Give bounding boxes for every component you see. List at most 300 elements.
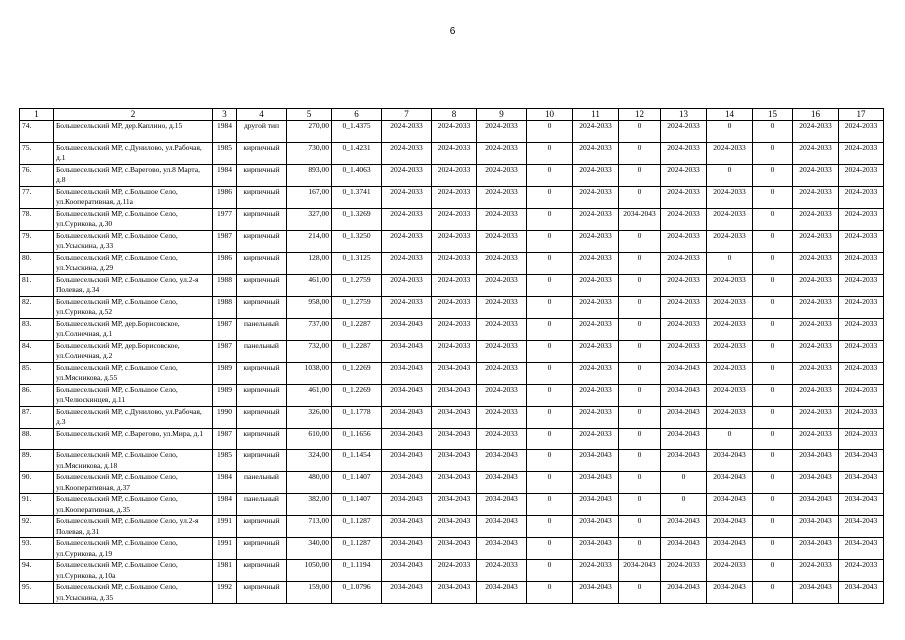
table-cell: 0 <box>753 494 793 516</box>
table-cell: 0 <box>753 538 793 560</box>
table-cell: 2024-2033 <box>477 384 527 406</box>
table-cell: 0_1.2759 <box>332 296 382 318</box>
table-cell: 2024-2033 <box>793 318 839 340</box>
table-cell: 0 <box>753 318 793 340</box>
table-cell: 2024-2033 <box>477 318 527 340</box>
table-cell: панельный <box>237 318 287 340</box>
table-cell: 0 <box>753 164 793 186</box>
table-cell: 1986 <box>213 186 237 208</box>
table-cell: 2024-2033 <box>477 274 527 296</box>
table-cell: 2024-2033 <box>793 406 839 428</box>
table-cell: 2034-2043 <box>793 472 839 494</box>
table-cell: 2034-2043 <box>707 582 753 604</box>
table-cell: 0_1.3125 <box>332 252 382 274</box>
table-cell: 2024-2033 <box>793 121 839 143</box>
table-cell: 76. <box>20 164 54 186</box>
table-cell: 2024-2033 <box>707 208 753 230</box>
table-cell: 2024-2033 <box>432 164 477 186</box>
table-cell: 1987 <box>213 428 237 450</box>
table-cell: 2024-2033 <box>432 230 477 252</box>
table-cell: 0 <box>753 296 793 318</box>
table-row <box>20 121 884 143</box>
table-row <box>20 384 884 406</box>
table-cell: 0 <box>619 538 661 560</box>
table-cell: 2024-2033 <box>707 186 753 208</box>
table-cell: 2024-2033 <box>707 142 753 164</box>
table-row <box>20 516 884 538</box>
table-cell: 75. <box>20 142 54 164</box>
table-cell: 2034-2043 <box>839 516 884 538</box>
table-cell: 2024-2033 <box>573 362 619 384</box>
table-cell: 461,00 <box>287 274 332 296</box>
table-cell: 0 <box>527 318 573 340</box>
address-cell: Большесельский МР, с.Варегово, ул.Мира, д.1 <box>54 428 213 450</box>
table-cell: 2024-2033 <box>793 274 839 296</box>
table-cell: 2024-2033 <box>707 340 753 362</box>
table-cell: 2024-2033 <box>432 296 477 318</box>
table-cell: 2024-2033 <box>573 406 619 428</box>
table-cell: 0 <box>753 582 793 604</box>
table-row <box>20 252 884 274</box>
table-cell: 2024-2033 <box>382 121 432 143</box>
page-number: 6 <box>449 26 456 37</box>
table-cell: 0 <box>661 494 707 516</box>
address-cell: Большесельский МР, с.Варегово, ул.8 Марта, д.8 <box>54 164 213 186</box>
address-cell: Большесельский МР, с.Большое Село, ул.Кооперативная, д.37 <box>54 472 213 494</box>
column-header: 9 <box>477 109 527 121</box>
table-cell: 1987 <box>213 340 237 362</box>
address-cell: Большесельский МР, с.Дунилово, ул.Рабочая, д.1 <box>54 142 213 164</box>
table-cell: 2024-2033 <box>477 208 527 230</box>
table-cell: 95. <box>20 582 54 604</box>
table-cell: 0 <box>527 406 573 428</box>
table-cell: 0 <box>527 142 573 164</box>
table-cell: 2034-2043 <box>382 406 432 428</box>
table-cell: 2024-2033 <box>382 230 432 252</box>
table-cell: 0 <box>527 252 573 274</box>
table-cell: 0 <box>619 296 661 318</box>
table-cell: 2024-2033 <box>793 384 839 406</box>
address-cell: Большесельский МР, с.Большое Село, ул.Кооперативная, д.35 <box>54 494 213 516</box>
table-cell: 732,00 <box>287 340 332 362</box>
column-header: 4 <box>237 109 287 121</box>
table-cell: 326,00 <box>287 406 332 428</box>
table-cell: 2034-2043 <box>432 582 477 604</box>
table-cell: 2024-2033 <box>661 121 707 143</box>
table-cell: 83. <box>20 318 54 340</box>
table-cell: 2024-2033 <box>477 252 527 274</box>
table-cell: 2034-2043 <box>707 494 753 516</box>
table-cell: 2024-2033 <box>382 208 432 230</box>
column-header: 11 <box>573 109 619 121</box>
table-cell: 0 <box>527 538 573 560</box>
table-cell: 2034-2043 <box>793 538 839 560</box>
table-cell: 2034-2043 <box>661 428 707 450</box>
table-cell: 2034-2043 <box>707 450 753 472</box>
table-cell: 0 <box>753 362 793 384</box>
table-cell: 0_1.2269 <box>332 362 382 384</box>
table-row <box>20 208 884 230</box>
table-cell: 2024-2033 <box>793 186 839 208</box>
table-cell: 2024-2033 <box>839 384 884 406</box>
table-cell: 2034-2043 <box>573 538 619 560</box>
table-cell: 2034-2043 <box>382 560 432 582</box>
table-cell: 2024-2033 <box>707 560 753 582</box>
table-cell: 382,00 <box>287 494 332 516</box>
table-row <box>20 164 884 186</box>
column-header: 15 <box>753 109 793 121</box>
column-header: 5 <box>287 109 332 121</box>
column-header: 7 <box>382 109 432 121</box>
table-cell: 0_1.1287 <box>332 538 382 560</box>
table-cell: 1988 <box>213 296 237 318</box>
table-cell: 2024-2033 <box>573 164 619 186</box>
table-cell: 2024-2033 <box>661 340 707 362</box>
table-cell: 2024-2033 <box>707 406 753 428</box>
table-cell: 2034-2043 <box>573 516 619 538</box>
table-cell: 0_1.4231 <box>332 142 382 164</box>
table-cell: кирпичный <box>237 230 287 252</box>
column-header: 12 <box>619 109 661 121</box>
table-cell: 730,00 <box>287 142 332 164</box>
table-cell: 327,00 <box>287 208 332 230</box>
table-cell: 2024-2033 <box>573 208 619 230</box>
table-cell: 0 <box>619 516 661 538</box>
table-cell: 0 <box>527 186 573 208</box>
table-cell: 2034-2043 <box>793 450 839 472</box>
table-cell: 2034-2043 <box>839 472 884 494</box>
table-cell: 2034-2043 <box>432 428 477 450</box>
table-cell: 0 <box>707 121 753 143</box>
table-cell: 92. <box>20 516 54 538</box>
table-cell: 0 <box>619 582 661 604</box>
table-cell: кирпичный <box>237 560 287 582</box>
table-cell: 1984 <box>213 121 237 143</box>
table-cell: 77. <box>20 186 54 208</box>
table-cell: кирпичный <box>237 164 287 186</box>
table-cell: 89. <box>20 450 54 472</box>
table-row <box>20 582 884 604</box>
table-cell: 2034-2043 <box>573 494 619 516</box>
table-row <box>20 186 884 208</box>
table-cell: 2034-2043 <box>382 450 432 472</box>
table-cell: 2034-2043 <box>432 362 477 384</box>
table-cell: 1981 <box>213 560 237 582</box>
table-cell: 2024-2033 <box>707 362 753 384</box>
table-cell: 0 <box>619 121 661 143</box>
address-cell: Большесельский МР, с.Большое Село, ул.Мясникова, д.55 <box>54 362 213 384</box>
table-cell: 81. <box>20 274 54 296</box>
table-cell: 0 <box>619 340 661 362</box>
table-cell: 2024-2033 <box>661 164 707 186</box>
table-cell: 0 <box>619 406 661 428</box>
table-cell: 2024-2033 <box>573 428 619 450</box>
table-cell: 0 <box>707 164 753 186</box>
column-header: 3 <box>213 109 237 121</box>
table-cell: 2034-2043 <box>661 362 707 384</box>
table-cell: 0 <box>753 274 793 296</box>
table-cell: кирпичный <box>237 450 287 472</box>
table-cell: 2024-2033 <box>707 384 753 406</box>
table-cell: 85. <box>20 362 54 384</box>
table-cell: 2024-2033 <box>432 208 477 230</box>
table-cell: 0 <box>619 164 661 186</box>
table-cell: 2024-2033 <box>477 406 527 428</box>
table-cell: 1987 <box>213 230 237 252</box>
table-cell: 2024-2033 <box>707 296 753 318</box>
table-cell: 893,00 <box>287 164 332 186</box>
table-cell: 2024-2033 <box>477 296 527 318</box>
table-cell: 1986 <box>213 252 237 274</box>
table-cell: 0 <box>527 582 573 604</box>
table-cell: 2024-2033 <box>793 252 839 274</box>
table-cell: 2034-2043 <box>477 450 527 472</box>
table-cell: 0 <box>527 362 573 384</box>
table-cell: 88. <box>20 428 54 450</box>
table-cell: 2024-2033 <box>661 296 707 318</box>
table-cell: 1989 <box>213 384 237 406</box>
table-cell: 82. <box>20 296 54 318</box>
table-cell: 2034-2043 <box>661 406 707 428</box>
table-cell: 2024-2033 <box>382 252 432 274</box>
table-cell: 2024-2033 <box>477 121 527 143</box>
table-cell: 0 <box>753 406 793 428</box>
table-cell: 2034-2043 <box>573 450 619 472</box>
address-cell: Большесельский МР, с.Большое Село, ул.Усыскина, д.33 <box>54 230 213 252</box>
table-cell: 2024-2033 <box>839 121 884 143</box>
table-cell: 0_1.1454 <box>332 450 382 472</box>
address-cell: Большесельский МР, с.Большое Село, ул.Сурикова, д.30 <box>54 208 213 230</box>
table-cell: 2034-2043 <box>619 560 661 582</box>
table-cell: кирпичный <box>237 142 287 164</box>
table-cell: 2034-2043 <box>619 208 661 230</box>
table-cell: 2034-2043 <box>573 472 619 494</box>
table-cell: 2034-2043 <box>661 582 707 604</box>
table-cell: 2034-2043 <box>432 384 477 406</box>
table-cell: панельный <box>237 472 287 494</box>
table-cell: 0 <box>527 428 573 450</box>
table-cell: 2034-2043 <box>573 582 619 604</box>
table-cell: 0 <box>527 164 573 186</box>
table-cell: 2034-2043 <box>382 384 432 406</box>
table-cell: 0 <box>527 384 573 406</box>
table-cell: 2034-2043 <box>707 538 753 560</box>
table-cell: 0 <box>619 428 661 450</box>
table-cell: 0 <box>619 186 661 208</box>
table-cell: 2024-2033 <box>793 560 839 582</box>
table-cell: 2024-2033 <box>432 340 477 362</box>
table-cell: 86. <box>20 384 54 406</box>
table-cell: 2024-2033 <box>839 340 884 362</box>
table-cell: 0 <box>619 274 661 296</box>
table-cell: 2034-2043 <box>477 472 527 494</box>
table-cell: 2034-2043 <box>382 362 432 384</box>
table-cell: 2034-2043 <box>839 450 884 472</box>
table-cell: 1984 <box>213 472 237 494</box>
table-cell: 324,00 <box>287 450 332 472</box>
table-row <box>20 340 884 362</box>
column-header: 13 <box>661 109 707 121</box>
table-cell: 0_1.1407 <box>332 472 382 494</box>
table-cell: 94. <box>20 560 54 582</box>
table-cell: 2034-2043 <box>707 516 753 538</box>
table-cell: 2024-2033 <box>432 142 477 164</box>
table-cell: 0 <box>753 472 793 494</box>
table-cell: 2024-2033 <box>793 296 839 318</box>
table-cell: 2024-2033 <box>707 230 753 252</box>
table-cell: 0 <box>527 516 573 538</box>
table-cell: 2024-2033 <box>661 186 707 208</box>
address-cell: Большесельский МР, с.Большое Село, ул.Сурикова, д.19 <box>54 538 213 560</box>
table-cell: 1977 <box>213 208 237 230</box>
table-cell: 2024-2033 <box>793 164 839 186</box>
table-cell: 461,00 <box>287 384 332 406</box>
table-cell: 958,00 <box>287 296 332 318</box>
table-cell: 2024-2033 <box>573 296 619 318</box>
table-cell: 0 <box>753 142 793 164</box>
table-cell: 270,00 <box>287 121 332 143</box>
table-cell: 0 <box>661 472 707 494</box>
table-cell: 2024-2033 <box>839 186 884 208</box>
table-cell: 0 <box>619 362 661 384</box>
table-cell: 1038,00 <box>287 362 332 384</box>
table-cell: 340,00 <box>287 538 332 560</box>
table-cell: 0 <box>527 340 573 362</box>
table-cell: 2024-2033 <box>793 362 839 384</box>
table-cell: 2034-2043 <box>382 340 432 362</box>
table-row <box>20 274 884 296</box>
address-cell: Большесельский МР, дер.Борисовское, ул.Солнечная, д.2 <box>54 340 213 362</box>
address-cell: Большесельский МР, с.Большое Село, ул.Челюскинцев, д.11 <box>54 384 213 406</box>
column-header: 2 <box>54 109 213 121</box>
table-cell: кирпичный <box>237 252 287 274</box>
table-cell: 2024-2033 <box>573 142 619 164</box>
table-cell: 2034-2043 <box>382 494 432 516</box>
table-cell: 2024-2033 <box>477 230 527 252</box>
address-cell: Большесельский МР, с.Большое Село, ул.2-я Полевая, д.34 <box>54 274 213 296</box>
table-cell: 0 <box>527 494 573 516</box>
column-header: 1 <box>20 109 54 121</box>
table-cell: кирпичный <box>237 428 287 450</box>
table-cell: 78. <box>20 208 54 230</box>
address-cell: Большесельский МР, с.Большое Село, ул.Усыскина, д.35 <box>54 582 213 604</box>
table-cell: 2024-2033 <box>661 230 707 252</box>
address-cell: Большесельский МР, дер.Борисовское, ул.Солнечная, д.1 <box>54 318 213 340</box>
table-cell: 2024-2033 <box>477 560 527 582</box>
table-row <box>20 318 884 340</box>
table-cell: 2024-2033 <box>839 230 884 252</box>
table-cell: 2024-2033 <box>839 142 884 164</box>
table-cell: 2024-2033 <box>382 274 432 296</box>
table-cell: 2024-2033 <box>573 252 619 274</box>
table-cell: 0_1.2269 <box>332 384 382 406</box>
table-cell: 2024-2033 <box>839 406 884 428</box>
table-cell: 1990 <box>213 406 237 428</box>
table-cell: другой тип <box>237 121 287 143</box>
table-cell: 0_1.4063 <box>332 164 382 186</box>
table-cell: 2034-2043 <box>661 384 707 406</box>
table-cell: 2024-2033 <box>839 252 884 274</box>
address-cell: Большесельский МР, с.Дунилово, ул.Рабочая, д.3 <box>54 406 213 428</box>
table-cell: 0 <box>527 121 573 143</box>
table-cell: 2024-2033 <box>793 230 839 252</box>
table-cell: 1985 <box>213 450 237 472</box>
table-cell: 0 <box>753 384 793 406</box>
table-row <box>20 406 884 428</box>
table-cell: 1984 <box>213 494 237 516</box>
table-cell: 128,00 <box>287 252 332 274</box>
table-cell: 2024-2033 <box>477 428 527 450</box>
address-cell: Большесельский МР, с.Большое Село, ул.Усыскина, д.29 <box>54 252 213 274</box>
table-cell: 2024-2033 <box>477 186 527 208</box>
table-cell: 2024-2033 <box>707 318 753 340</box>
table-cell: кирпичный <box>237 186 287 208</box>
column-header: 8 <box>432 109 477 121</box>
table-cell: 2024-2033 <box>661 252 707 274</box>
table-cell: 2024-2033 <box>661 208 707 230</box>
table-cell: 0_1.2287 <box>332 340 382 362</box>
table-row <box>20 560 884 582</box>
table-cell: 0 <box>753 516 793 538</box>
table-cell: 2024-2033 <box>573 274 619 296</box>
table-cell: 2034-2043 <box>707 472 753 494</box>
table-cell: 2034-2043 <box>432 472 477 494</box>
table-cell: 0 <box>527 274 573 296</box>
table-cell: 0 <box>753 450 793 472</box>
table-cell: 2024-2033 <box>661 318 707 340</box>
table-cell: 2024-2033 <box>839 362 884 384</box>
table-cell: 2024-2033 <box>793 208 839 230</box>
table-cell: 2024-2033 <box>477 142 527 164</box>
table-cell: 2034-2043 <box>432 406 477 428</box>
table-cell: 1050,00 <box>287 560 332 582</box>
table-cell: 84. <box>20 340 54 362</box>
table-cell: 2024-2033 <box>839 164 884 186</box>
table-cell: 80. <box>20 252 54 274</box>
address-cell: Большесельский МР, с.Большое Село, ул.Сурикова, д.52 <box>54 296 213 318</box>
table-cell: 2024-2033 <box>432 318 477 340</box>
table-cell: 0 <box>753 208 793 230</box>
table-cell: 2024-2033 <box>573 384 619 406</box>
column-header: 17 <box>839 109 884 121</box>
table-cell: кирпичный <box>237 538 287 560</box>
table-cell: 0_1.3250 <box>332 230 382 252</box>
table-cell: 1985 <box>213 142 237 164</box>
table-cell: 0 <box>619 318 661 340</box>
table-cell: 0 <box>619 230 661 252</box>
table-cell: 1989 <box>213 362 237 384</box>
table-cell: 713,00 <box>287 516 332 538</box>
table-cell: 0_1.1287 <box>332 516 382 538</box>
address-cell: Большесельский МР, с.Большое Село, ул.2-я Полевая, д.31 <box>54 516 213 538</box>
table-cell: 2024-2033 <box>382 142 432 164</box>
table-cell: панельный <box>237 494 287 516</box>
table-cell: 0 <box>527 560 573 582</box>
table-cell: 2024-2033 <box>477 362 527 384</box>
column-header: 6 <box>332 109 382 121</box>
address-cell: Большесельский МР, с.Большое Село, ул.Сурикова, д.10а <box>54 560 213 582</box>
table-cell: кирпичный <box>237 296 287 318</box>
table-cell: 2024-2033 <box>573 186 619 208</box>
table-cell: 0_1.1194 <box>332 560 382 582</box>
column-header: 10 <box>527 109 573 121</box>
table-cell: 0_1.1778 <box>332 406 382 428</box>
table-cell: 2034-2043 <box>661 538 707 560</box>
table-cell: 2024-2033 <box>661 274 707 296</box>
table-cell: кирпичный <box>237 406 287 428</box>
table-cell: 87. <box>20 406 54 428</box>
table-cell: 0 <box>619 142 661 164</box>
